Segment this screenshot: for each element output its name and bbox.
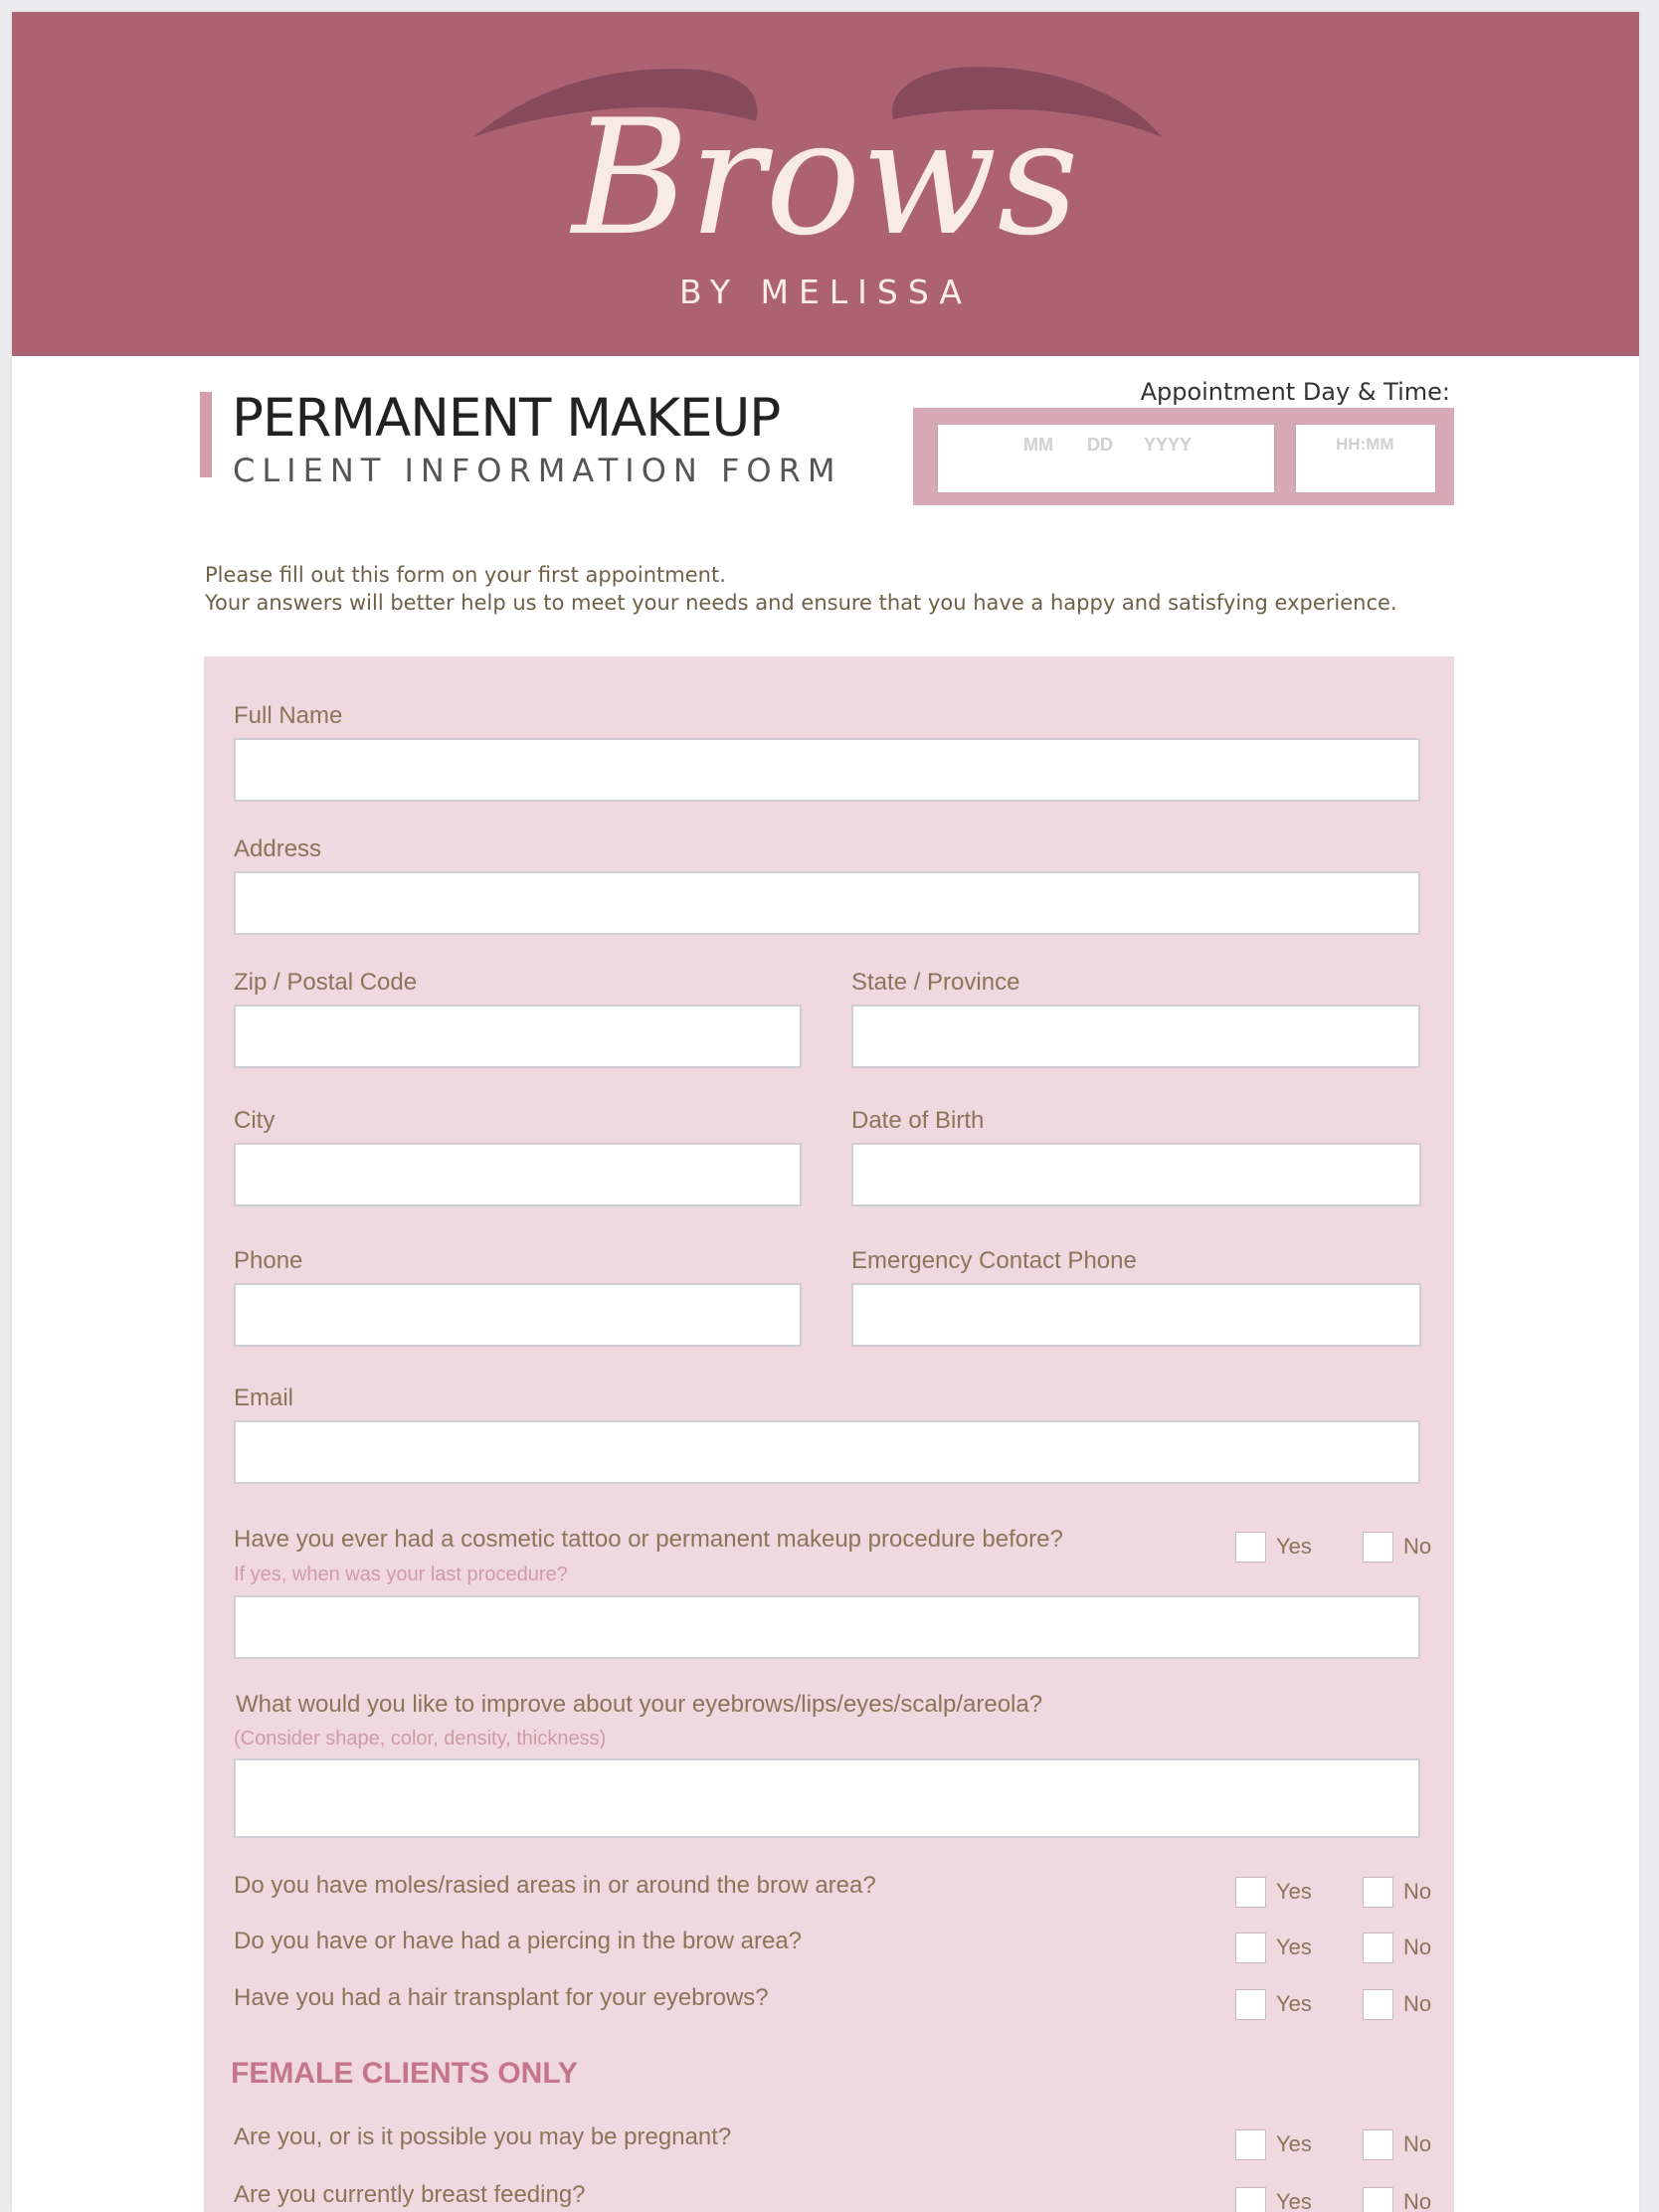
pregnant-no-label: No: [1403, 2131, 1432, 2156]
brand-banner: [12, 12, 1639, 356]
email-label: Email: [234, 1384, 294, 1411]
dob-label: Date of Birth: [851, 1107, 985, 1134]
pregnant-no-checkbox[interactable]: [1363, 2129, 1393, 2160]
page-subtitle: CLIENT INFORMATION FORM: [233, 452, 842, 489]
hair-transplant-no-checkbox[interactable]: [1363, 1989, 1393, 2020]
appointment-date-input[interactable]: [937, 424, 1275, 493]
zip-input[interactable]: [234, 1005, 802, 1068]
intro-line-1: Please fill out this form on your first appointment.: [205, 563, 726, 587]
page-title: PERMANENT MAKEUP: [232, 388, 781, 449]
breast-feeding-yes-checkbox[interactable]: [1235, 2187, 1266, 2212]
full-name-input[interactable]: [234, 738, 1420, 802]
dob-input[interactable]: [851, 1143, 1421, 1206]
moles-no-checkbox[interactable]: [1363, 1877, 1393, 1908]
intro-text: [205, 561, 1397, 617]
brand-logo-text: Brows: [572, 85, 1079, 271]
improve-input[interactable]: [234, 1758, 1420, 1838]
moles-yes-label: Yes: [1276, 1879, 1312, 1904]
phone-input[interactable]: [234, 1283, 802, 1347]
appointment-box: [913, 408, 1454, 505]
day-placeholder: DD: [1087, 435, 1113, 455]
email-input[interactable]: [234, 1420, 1420, 1484]
state-label: State / Province: [851, 969, 1020, 996]
phone-label: Phone: [234, 1247, 303, 1274]
address-input[interactable]: [234, 871, 1420, 935]
form-panel: [204, 656, 1454, 2212]
pregnant-yes-checkbox[interactable]: [1235, 2129, 1266, 2160]
appointment-time-input[interactable]: [1295, 424, 1436, 493]
tattoo-before-no-label: No: [1403, 1534, 1432, 1559]
female-section-title: FEMALE CLIENTS ONLY: [231, 2057, 578, 2090]
emergency-phone-input[interactable]: [851, 1283, 1421, 1347]
time-placeholder: HH:MM: [1336, 435, 1394, 454]
appointment-label: Appointment Day & Time:: [1140, 378, 1450, 406]
city-label: City: [234, 1107, 276, 1134]
brand-subtitle: BY MELISSA: [678, 273, 972, 311]
piercing-no-checkbox[interactable]: [1363, 1933, 1393, 1963]
pregnant-yes-label: Yes: [1276, 2131, 1312, 2156]
full-name-label: Full Name: [234, 702, 343, 729]
piercing-yes-label: Yes: [1276, 1935, 1312, 1959]
breast-feeding-no-label: No: [1403, 2189, 1432, 2212]
hair-transplant-no-label: No: [1403, 1991, 1432, 2016]
piercing-no-label: No: [1403, 1935, 1432, 1959]
title-accent-bar: [200, 392, 212, 477]
state-input[interactable]: [851, 1005, 1420, 1068]
tattoo-before-hint: If yes, when was your last procedure?: [234, 1564, 568, 1585]
city-input[interactable]: [234, 1143, 802, 1206]
form-page: [12, 12, 1639, 2212]
intro-line-2: Your answers will better help us to meet your needs and ensure that you have a happy and satisfying experience.: [205, 591, 1397, 615]
zip-label: Zip / Postal Code: [234, 969, 418, 996]
tattoo-before-yes-label: Yes: [1276, 1534, 1312, 1559]
year-placeholder: YYYY: [1144, 435, 1193, 455]
breast-feeding-question: Are you currently breast feeding?: [234, 2181, 586, 2208]
hair-transplant-yes-label: Yes: [1276, 1991, 1312, 2016]
hair-transplant-question: Have you had a hair transplant for your eyebrows?: [234, 1984, 769, 2011]
address-label: Address: [234, 835, 322, 862]
month-placeholder: MM: [1023, 435, 1053, 455]
improve-question: What would you like to improve about your eyebrows/lips/eyes/scalp/areola?: [236, 1691, 1043, 1718]
breast-feeding-yes-label: Yes: [1276, 2189, 1312, 2212]
piercing-yes-checkbox[interactable]: [1235, 1933, 1266, 1963]
moles-question: Do you have moles/rasied areas in or around the brow area?: [234, 1872, 876, 1899]
moles-yes-checkbox[interactable]: [1235, 1877, 1266, 1908]
breast-feeding-no-checkbox[interactable]: [1363, 2187, 1393, 2212]
improve-hint: (Consider shape, color, density, thickness): [234, 1728, 607, 1750]
tattoo-before-yes-checkbox[interactable]: [1235, 1532, 1266, 1563]
emergency-phone-label: Emergency Contact Phone: [851, 1247, 1137, 1274]
last-procedure-input[interactable]: [234, 1595, 1420, 1659]
moles-no-label: No: [1403, 1879, 1432, 1904]
hair-transplant-yes-checkbox[interactable]: [1235, 1989, 1266, 2020]
pregnant-question: Are you, or is it possible you may be pregnant?: [234, 2123, 732, 2150]
piercing-question: Do you have or have had a piercing in the brow area?: [234, 1928, 803, 1954]
tattoo-before-question: Have you ever had a cosmetic tattoo or permanent makeup procedure before?: [234, 1526, 1063, 1553]
tattoo-before-no-checkbox[interactable]: [1363, 1532, 1393, 1563]
